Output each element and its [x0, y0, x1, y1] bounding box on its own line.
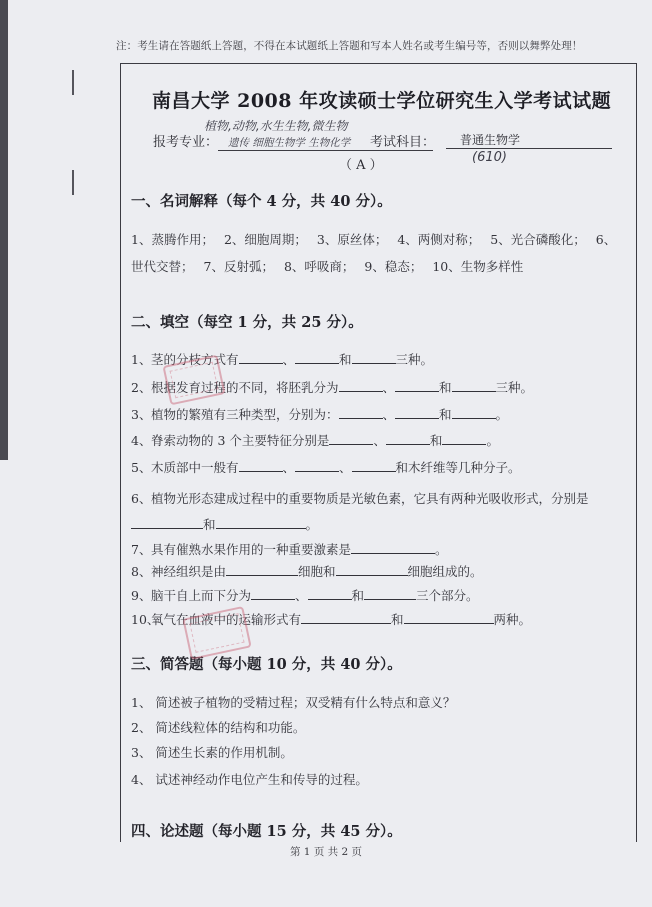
fill-question: 6、植物光形态建成过程中的重要物质是光敏色素，它具有两种光吸收形式，分别是: [131, 491, 589, 506]
short-answer-item: 3、 简述生长素的作用机制。: [131, 745, 293, 760]
term-item: 10、生物多样性: [432, 259, 524, 274]
term-item: 6、世代交替；: [131, 232, 617, 274]
paper-variant: （ A ）: [339, 158, 383, 173]
fill-question: 5、木质部中一般有 、 、 和木纤维等几种分子。: [131, 460, 521, 475]
binding-line-mark: [72, 70, 74, 95]
page-footer: 第 1 页 共 2 页: [289, 846, 363, 858]
section-heading-short-answer: 三、简答题（每小题 10 分，共 40 分）。: [131, 656, 402, 673]
section-heading-definitions: 一、名词解释（每个 4 分，共 40 分）。: [131, 193, 392, 210]
binding-line-mark: [72, 170, 74, 195]
major-label: 报考专业：: [153, 135, 219, 150]
short-answer-item: 4、 试述神经动作电位产生和传导的过程。: [131, 772, 368, 787]
exam-title: 南昌大学 2008 年攻读硕士学位研究生入学考试试题: [152, 90, 612, 112]
handwritten-majors: 植物,动物,水生生物,微生物: [204, 119, 348, 133]
definition-terms: [131, 226, 627, 280]
term-item: 5、光合磷酸化；: [490, 232, 586, 247]
fill-question: 7、具有催熟水果作用的一种重要激素是 。: [131, 542, 448, 557]
fill-question: 4、脊索动物的 3 个主要特征分别是 、 和 。: [131, 433, 499, 448]
scan-edge-shadow: [0, 0, 8, 460]
fill-question: 10、氧气在血液中的运输形式有 和 两种。: [131, 612, 532, 627]
fill-question-cont: 和 。: [131, 515, 318, 533]
subject-code: (610): [472, 150, 507, 165]
term-item: 7、反射弧；: [203, 259, 274, 274]
subject-value: 普通生物学: [446, 131, 612, 149]
short-answer-item: 1、 简述被子植物的受精过程；双受精有什么特点和意义？: [131, 695, 456, 710]
fill-question: 3、植物的繁殖有三种类型，分别为： 、 和 。: [131, 407, 509, 422]
short-answer-item: 2、 简述线粒体的结构和功能。: [131, 720, 306, 735]
term-item: 2、细胞周期；: [223, 232, 307, 247]
fill-question: 2、根据发育过程的不同，将胚乳分为 、 和 三种。: [131, 380, 534, 395]
fill-question: 9、脑干自上而下分为 、 和 三个部分。: [131, 588, 479, 603]
term-item: 1、蒸腾作用；: [131, 232, 214, 247]
term-item: 4、两侧对称；: [397, 232, 481, 247]
subject-label: 考试科目：: [370, 135, 436, 150]
term-item: 8、呼吸商；: [283, 259, 355, 274]
exam-notice: 注：考生请在答题纸上答题，不得在本试题纸上答题和写本人姓名或考生编号等，否则以舞弊处理！: [116, 40, 583, 52]
fill-question: 1、茎的分枝方式有 、 和 三种。: [131, 352, 434, 367]
term-item: 3、原丝体；: [316, 232, 388, 247]
fill-question: 8、神经组织是由 细胞和 细胞组成的。: [131, 564, 483, 579]
major-value: 遗传 细胞生物学 生物化学: [218, 135, 433, 151]
term-item: 9、稳态；: [364, 259, 423, 274]
section-heading-essay: 四、论述题（每小题 15 分，共 45 分）。: [131, 823, 402, 840]
section-heading-fill-blank: 二、填空（每空 1 分，共 25 分）。: [131, 314, 363, 331]
